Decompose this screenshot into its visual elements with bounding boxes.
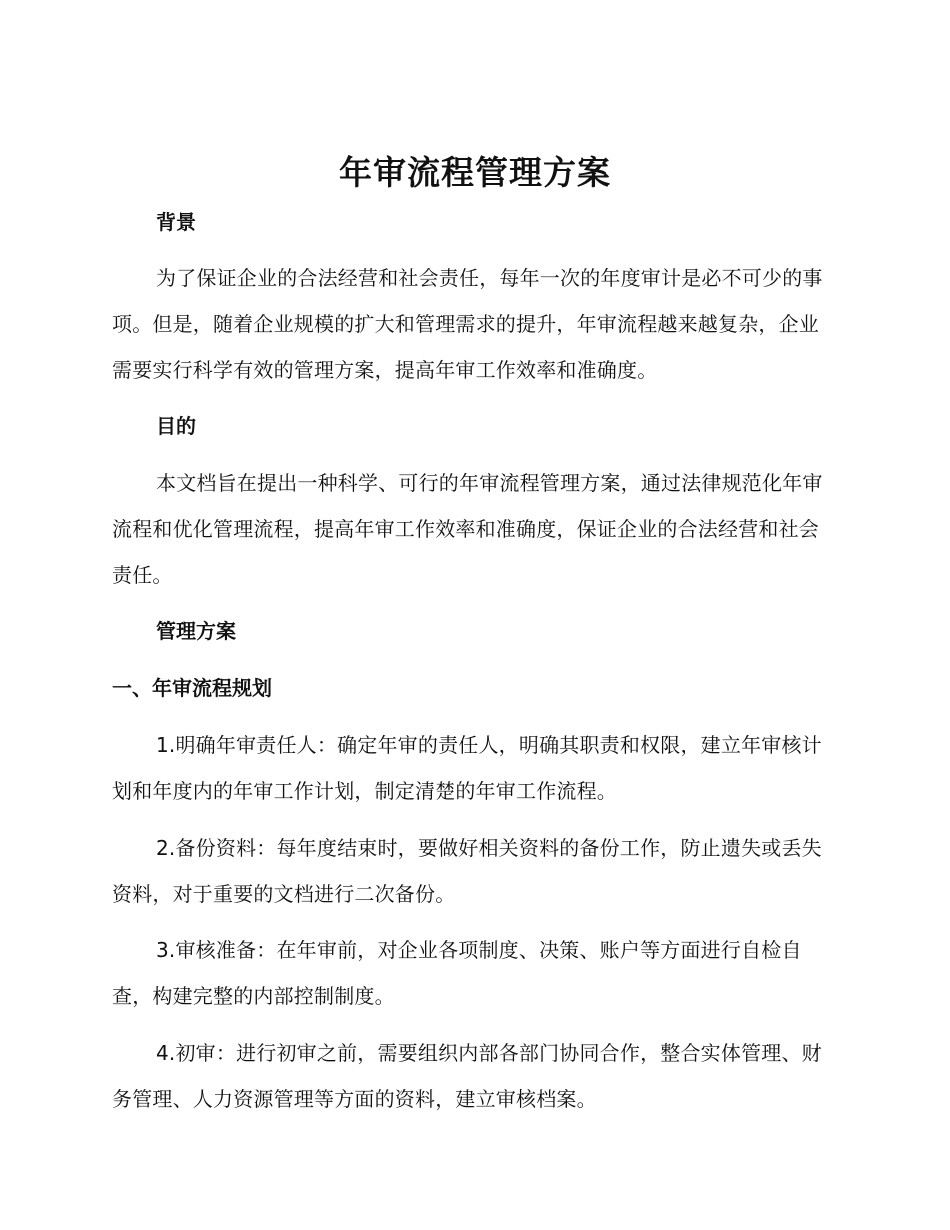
paragraph-item-4: 4.初审：进行初审之前，需要组织内部各部门协同合作，整合实体管理、财务管理、人力资源管理等方面的资料，建立审核档案。: [112, 1041, 822, 1111]
paragraph-item-2: 2.备份资料：每年度结束时，要做好相关资料的备份工作，防止遗失或丢失资料，对于重要的文档进行二次备份。: [112, 836, 822, 906]
subsection-heading-process-planning: 一、年审流程规划: [112, 676, 272, 700]
paragraph-item-1: 1.明确年审责任人：确定年审的责任人，明确其职责和权限，建立年审核计划和年度内的年审工作计划，制定清楚的年审工作流程。: [112, 733, 822, 803]
paragraph-purpose: 本文档旨在提出一种科学、可行的年审流程管理方案，通过法律规范化年审流程和优化管理流程，提高年审工作效率和准确度，保证企业的合法经营和社会责任。: [112, 471, 823, 587]
document-title: 年审流程管理方案: [339, 153, 611, 192]
section-heading-management-plan: 管理方案: [156, 619, 236, 643]
section-heading-purpose: 目的: [156, 414, 196, 438]
paragraph-item-3: 3.审核准备：在年审前，对企业各项制度、决策、账户等方面进行自检自查，构建完整的内部控制制度。: [112, 938, 802, 1008]
paragraph-background: 为了保证企业的合法经营和社会责任，每年一次的年度审计是必不可少的事项。但是，随着企业规模的扩大和管理需求的提升，年审流程越来越复杂，企业需要实行科学有效的管理方案，提高年审工作效率和准确度。: [112, 266, 823, 382]
section-heading-background: 背景: [156, 210, 196, 234]
